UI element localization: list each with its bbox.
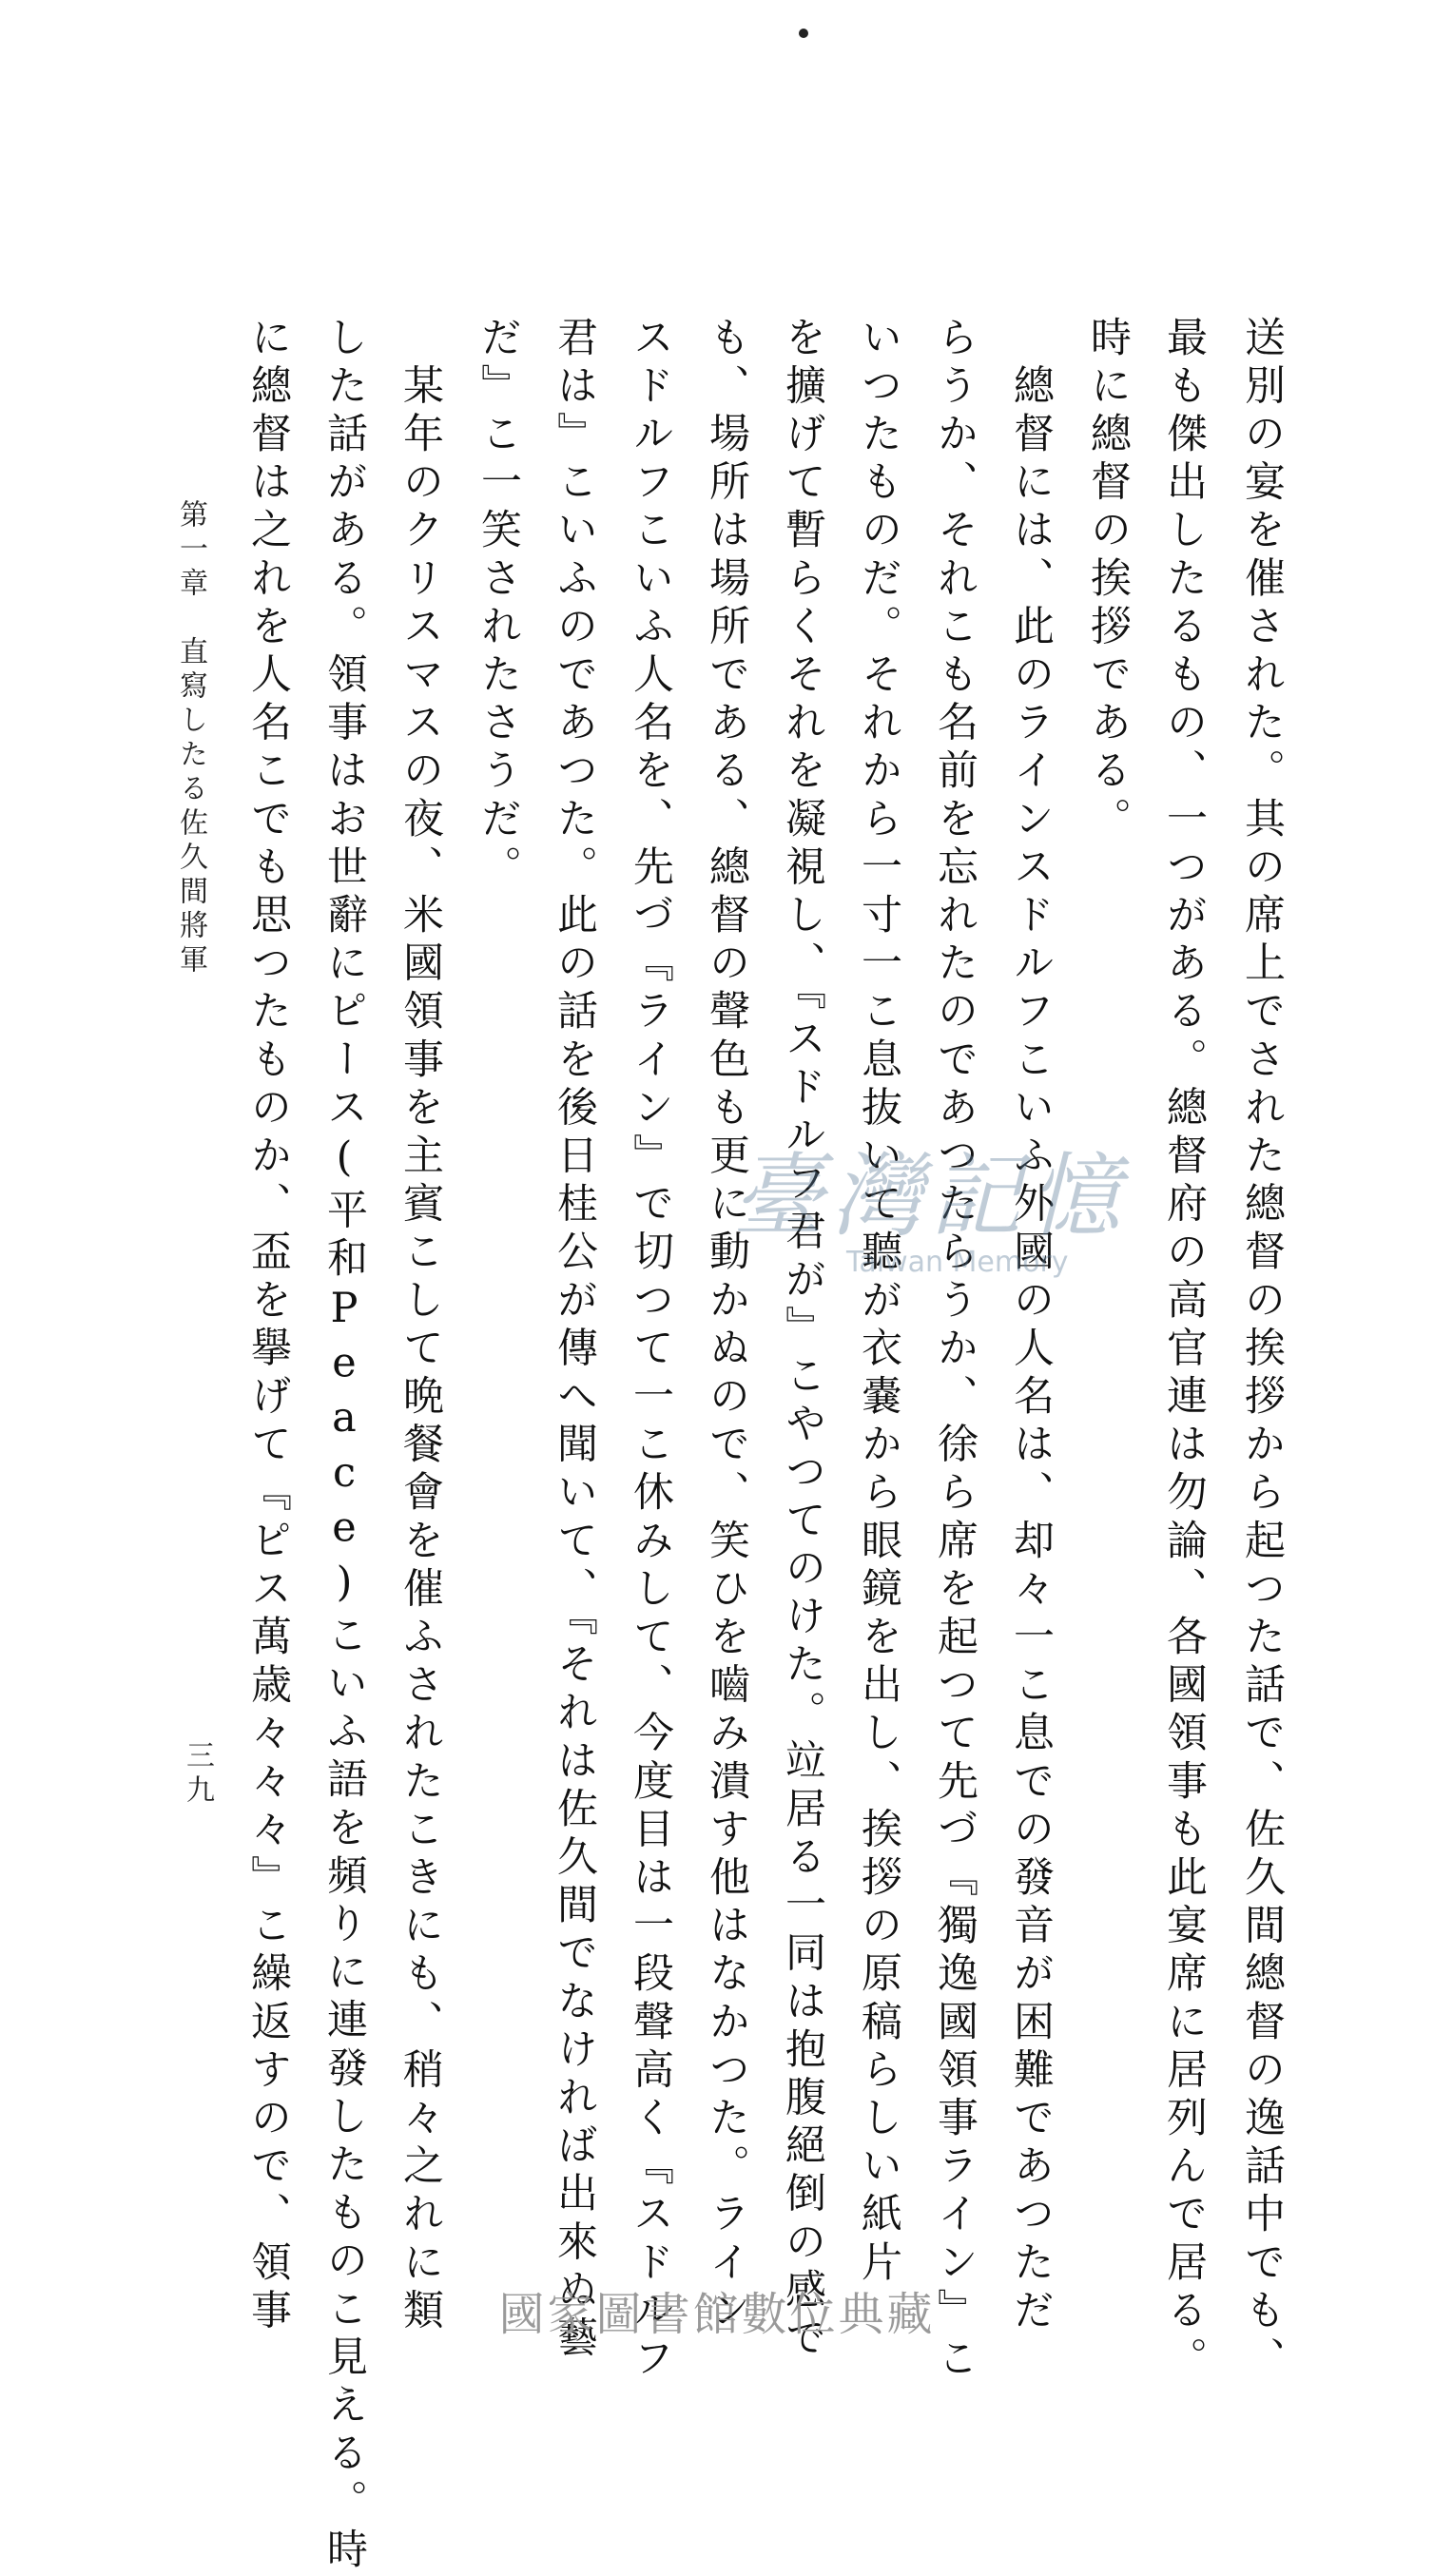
archive-footer: 國家圖書館數位典藏 [498,2288,936,2341]
text-column-6: いつたものだ。それから一寸一こ息抜いて聽が衣嚢から眼鏡を出し、挨拶の原稿らしい紙片 [855,316,902,2289]
text-column-10: 君は』こいふのであつた。此の話を後日桂公が傳へ聞いて、『それは佐久間でなければ出來ぬ藝 [551,316,598,2365]
text-column-2: 最も傑出したるもの、一つがある。總督府の高官連は勿論、各國領事も此宴席に居列んで居る。 [1160,316,1208,2385]
text-column-5: らうか、それこも名前を忘れたのであつたらうか、徐ら席を起つて先づ『獨逸國領事ライン』こ [931,316,979,2385]
text-column-12: 某年のクリスマスの夜、米國領事を主賓こして晩餐會を催ふされたこきにも、稍々之れに類 [397,316,444,2337]
text-column-13: した話がある。領事はお世辭にピース(平和Peace)こいふ語を頻りに連發したものこ見える。時 [320,316,368,2576]
text-column-3: 時に總督の挨拶である。 [1084,316,1132,845]
text-column-9: スドルフこいふ人名を、先づ『ライン』で切つて一こ休みして、今度目は一段聲高く『スドルフ [627,316,674,2385]
text-column-4: 總督には、此のラインスドルフこいふ外國の人名は、却々一こ息での發音が困難であつただ [1007,316,1055,2337]
ink-dot [799,29,808,38]
watermark-subtitle: Taiwan Memory [846,1246,1069,1279]
text-column-1: 送別の宴を催された。其の席上でされた總督の挨拶から起つた話で、佐久間總督の逸話中でも、 [1238,316,1286,2385]
text-column-11: だ』こ一笑されたさうだ。 [475,316,522,894]
running-head: 第一章 直寫したる佐久間將軍 [174,499,207,978]
text-column-7: を擴げて暫らくそれを凝視し、『スドルフ君が』こやつてのけた。竝居る一同は抱腹絕倒の感で [779,316,826,2365]
text-column-8: も、場所は場所である、總督の聲色も更に動かぬので、笑ひを嚙み潰す他はなかつた。ライン [703,316,750,2337]
watermark-title: 臺灣記憶 [732,1143,1128,1249]
text-column-14: に總督は之れを人名こでも思つたものか、盃を擧げて『ピス萬歳々々々』こ繰返すので、領事 [244,316,292,2337]
page-number: 三九 [181,1740,214,1809]
